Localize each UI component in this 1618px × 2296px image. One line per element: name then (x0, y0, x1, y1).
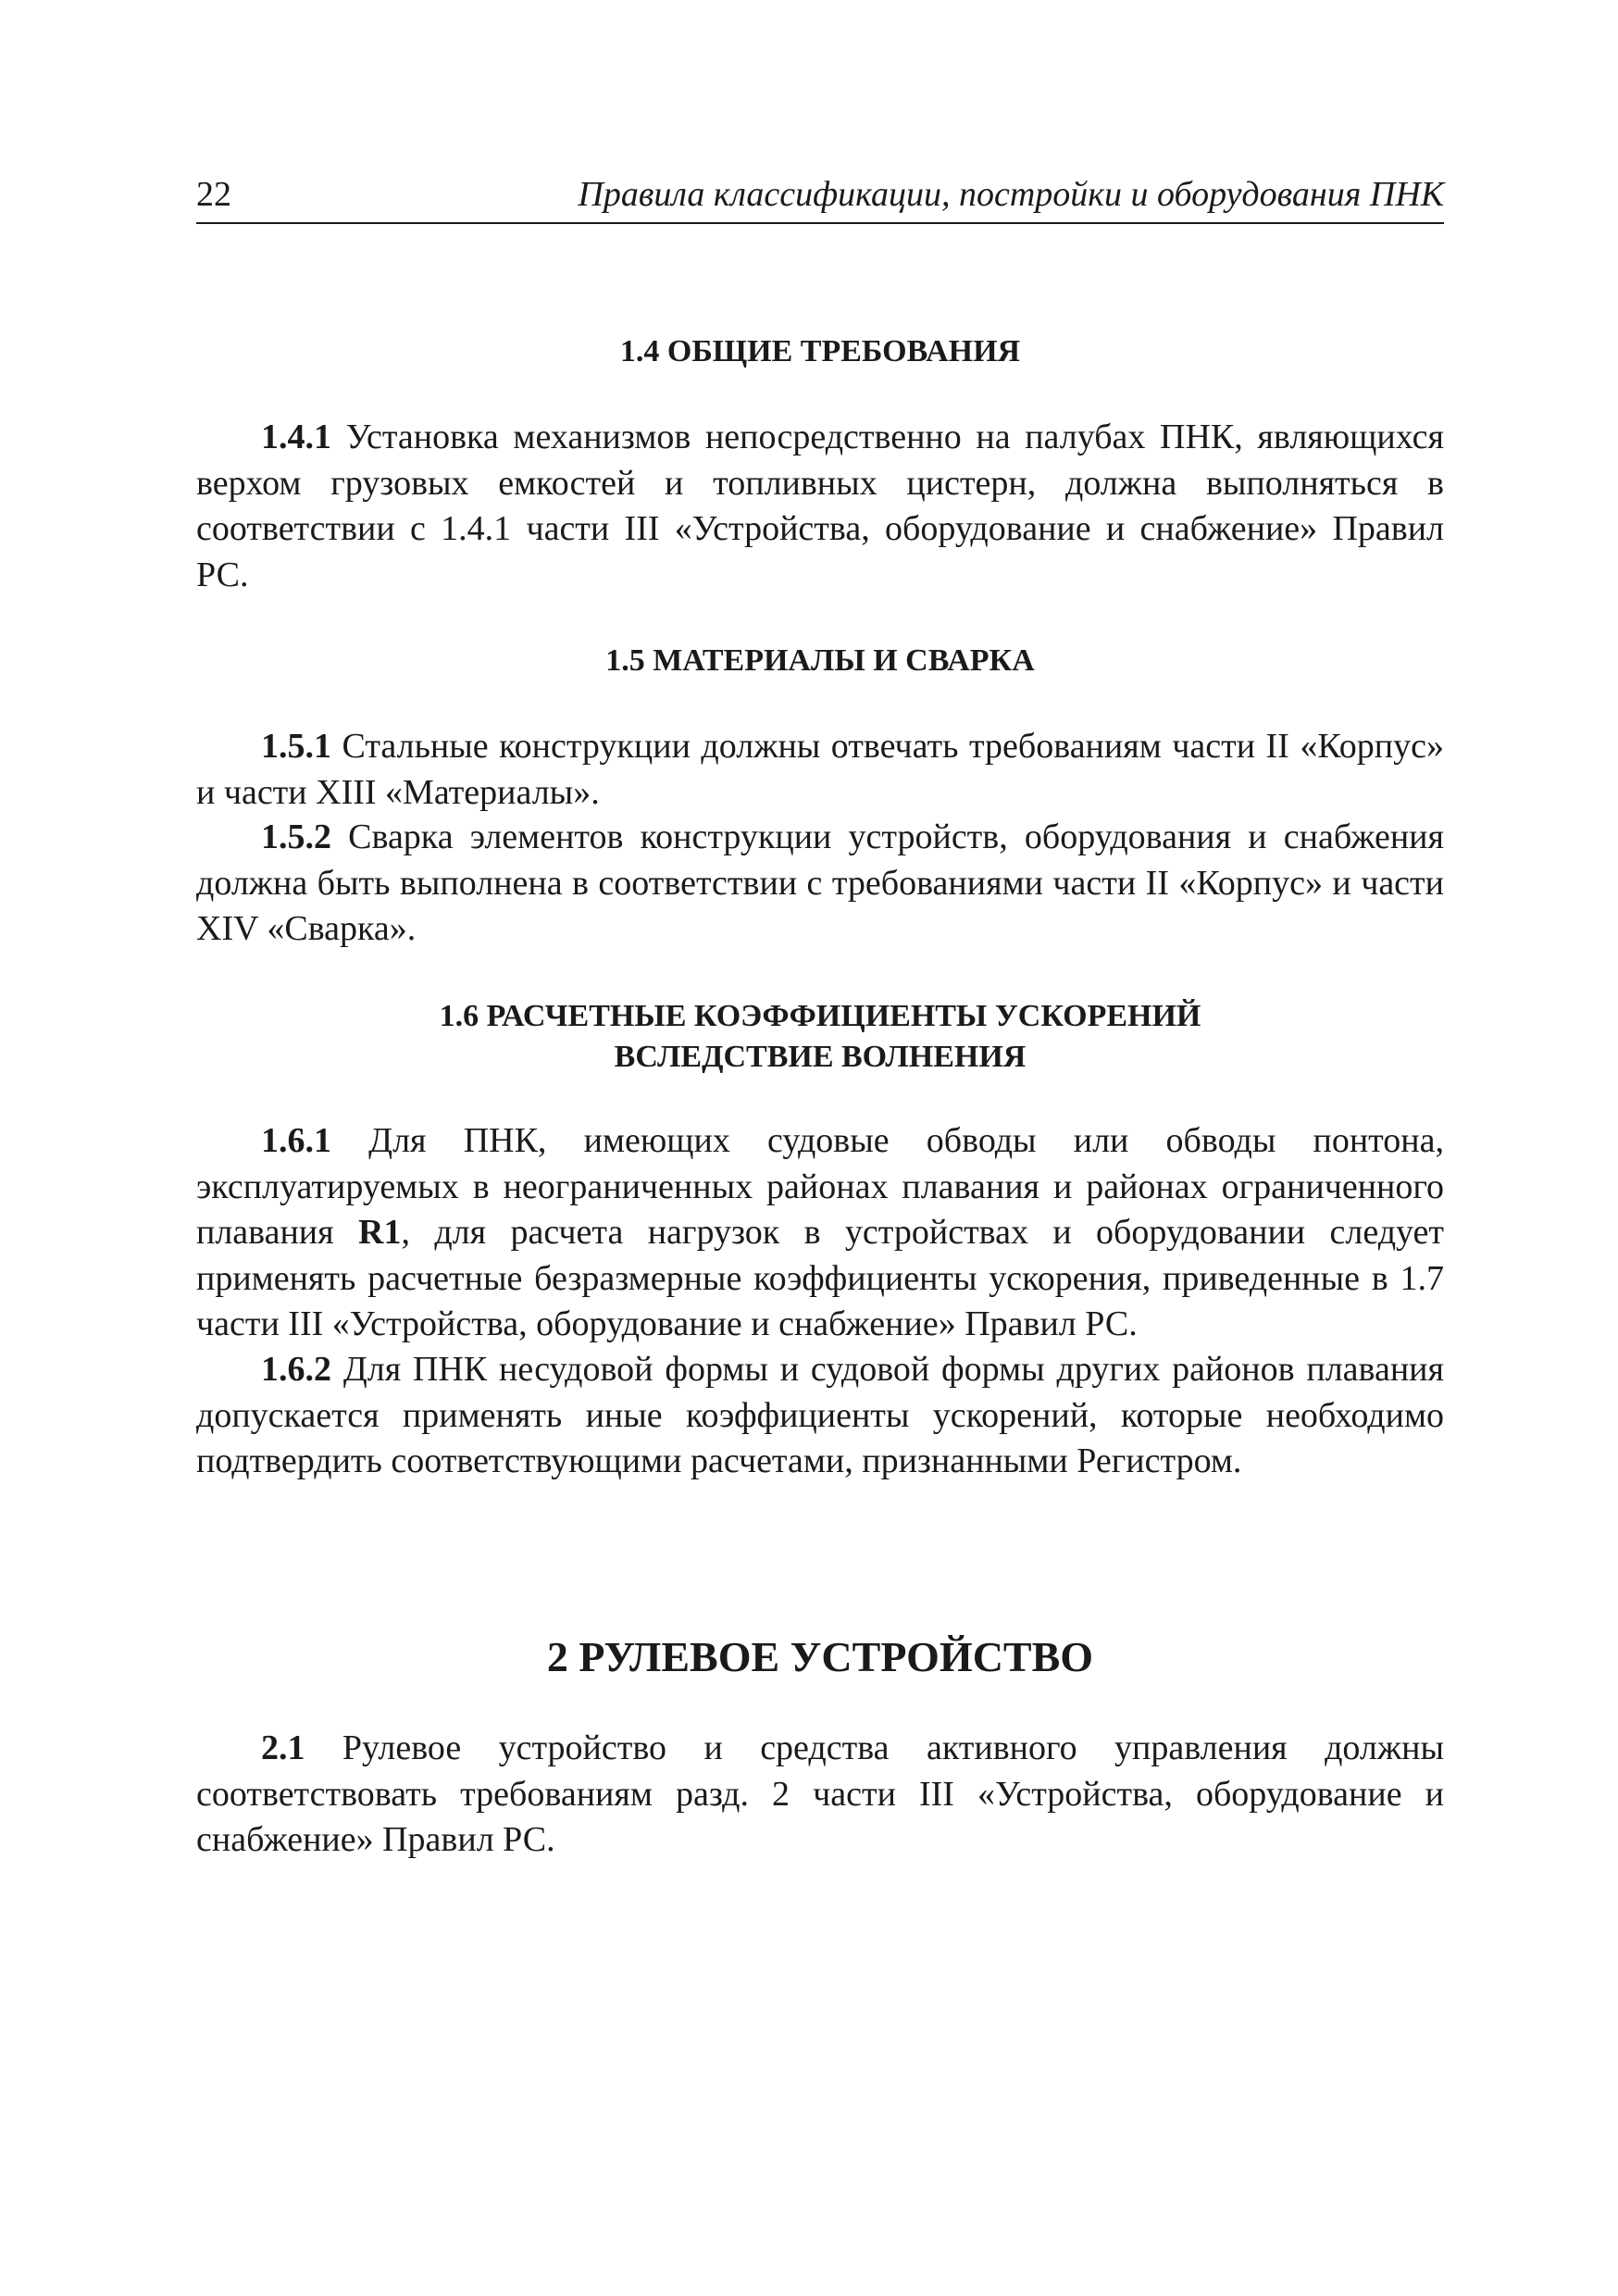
running-title: Правила классификации, постройки и оборудования ПНК (578, 175, 1444, 214)
page-number: 22 (196, 175, 231, 214)
clause-number: 1.5.1 (261, 727, 331, 766)
paragraph-1-6-1 (196, 1118, 1444, 1348)
clause-number: 2.1 (261, 1728, 305, 1767)
navigation-area-code: R1 (358, 1213, 402, 1252)
clause-number: 1.4.1 (261, 418, 331, 456)
clause-number: 1.6.1 (261, 1121, 331, 1160)
section-heading-1-4: 1.4 ОБЩИЕ ТРЕБОВАНИЯ (619, 334, 1021, 368)
page-header (196, 176, 1444, 224)
section-heading-1-5: 1.5 МАТЕРИАЛЫ И СВАРКА (605, 643, 1035, 678)
paragraph-text: , для расчета нагрузок в устройствах и оборудовании следует применять расчетные безразмерные коэффициенты ускорения, приведенные в 1.7 части III «Устройства, оборудование и снабжение» Правил РС. (196, 1213, 1445, 1343)
chapter-heading-2: 2 РУЛЕВОЕ УСТРОЙСТВО (546, 1633, 1094, 1680)
paragraph-text: Стальные конструкции должны отвечать требованиям части II «Корпус» и части XIII «Материалы». (196, 727, 1444, 812)
clause-number: 1.5.2 (261, 817, 331, 856)
paragraph-2-1 (196, 1726, 1444, 1864)
paragraph-1-5-1 (196, 724, 1444, 816)
section-heading-line: ВСЛЕДСТВИЕ ВОЛНЕНИЯ (614, 1040, 1027, 1074)
paragraph-text: Рулевое устройство и средства активного управления должны соответствовать требованиям разд. 2 части III «Устройства, оборудование и снабжение» Правил РС. (196, 1728, 1444, 1859)
section-heading-line: 1.6 РАСЧЕТНЫЕ КОЭФФИЦИЕНТЫ УСКОРЕНИЙ (439, 999, 1201, 1033)
paragraph-1-5-2 (196, 815, 1444, 953)
paragraph-text: Для ПНК несудовой формы и судовой формы других районов плавания допускается применять иные коэффициенты ускорений, которые необходимо подтвердить соответствующими расчетами, признанными Регистром. (196, 1350, 1444, 1480)
paragraph-1-4-1 (196, 415, 1444, 598)
section-heading-1-6 (196, 996, 1444, 1078)
clause-number: 1.6.2 (261, 1350, 331, 1389)
paragraph-text: Для ПНК, имеющих судовые обводы или обводы понтона, эксплуатируемых в неограниченных районах плавания и районах ограниченного плавания (196, 1121, 1444, 1252)
paragraph-1-6-2 (196, 1347, 1444, 1485)
paragraph-text: Установка механизмов непосредственно на палубах ПНК, являющихся верхом грузовых емкостей и топливных цистерн, должна выполняться в соответствии с 1.4.1 части III «Устройства, оборудование и снабжение» Правил РС. (196, 418, 1444, 594)
paragraph-text: Сварка элементов конструкции устройств, оборудования и снабжения должна быть выполнена в соответствии с требованиями части II «Корпус» и части XIV «Сварка». (196, 817, 1444, 948)
